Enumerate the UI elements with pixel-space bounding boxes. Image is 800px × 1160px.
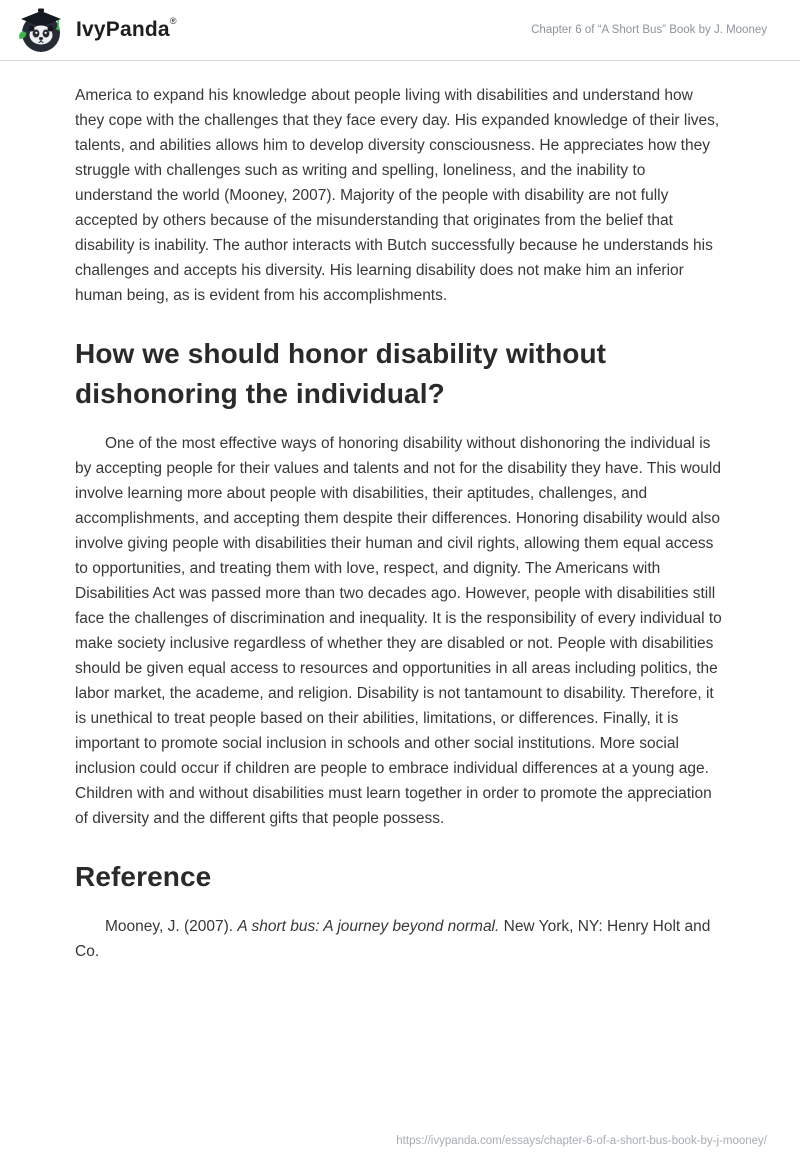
document-header-title: Chapter 6 of “A Short Bus” Book by J. Mooney	[531, 24, 767, 36]
reference-book-title: A short bus: A journey beyond normal.	[237, 918, 500, 935]
essay-paragraph-2: One of the most effective ways of honoring disability without dishonoring the individual is by accepting people for their values and talents and not for the disability they have. This would involve learning more about people with disabilities, their aptitudes, challenges, and accomplishments, and accepting them despite their differences. Honoring disability would also involve giving people with disabilities their human and civil rights, allowing them equal access to opportunities, and treating them with love, respect, and dignity. The Americans with Disabilities Act was passed more than two decades ago. However, people with disabilities still face the challenges of discrimination and inequality. It is the responsibility of every individual to make society inclusive regardless of whether they are disabled or not. People with disabilities should be given equal access to resources and opportunities in all areas including politics, the labor market, the academe, and religion. Disability is not tantamount to disability. Therefore, it is unethical to treat people based on their abilities, limitations, or differences. Finally, it is important to promote social inclusion in schools and other social institutions. More social inclusion could occur if children are people to embrace individual differences at a young age. Children with and without disabilities must learn together in order to promote the appreciation of diversity and the different gifts that people possess.	[75, 435, 722, 827]
section-heading-reference: Reference	[75, 861, 212, 892]
ivypanda-logo-icon	[18, 7, 64, 53]
registered-mark: ®	[169, 16, 177, 26]
page-header	[0, 0, 800, 61]
brand-name: IvyPanda®	[76, 16, 177, 41]
essay-content	[0, 61, 800, 964]
ivypanda-brand[interactable]	[18, 7, 177, 53]
section-heading-honor-disability: How we should honor disability without dishonoring the individual?	[75, 338, 607, 409]
reference-prefix: Mooney, J. (2007).	[105, 918, 238, 935]
reference-entry	[75, 914, 723, 964]
footer-url-link[interactable]: https://ivypanda.com/essays/chapter-6-of-a-short-bus-book-by-j-mooney/	[396, 1135, 767, 1147]
reference-suffix: New York, NY: Henry Holt and Co.	[75, 918, 711, 960]
page-footer	[396, 1135, 767, 1147]
essay-paragraph-1: America to expand his knowledge about people living with disabilities and understand how they cope with the challenges that they face every day. His expanded knowledge of their lives, talents, and abilities allows him to develop diversity consciousness. He appreciates how they struggle with challenges such as writing and spelling, loneliness, and the inability to understand the world (Mooney, 2007). Majority of the people with disability are not fully accepted by others because of the misunderstanding that originates from the belief that disability is inability. The author interacts with Butch successfully because he understands his challenges and accepts his diversity. His learning disability does not make him an inferior human being, as is evident from his accomplishments.	[75, 87, 720, 304]
